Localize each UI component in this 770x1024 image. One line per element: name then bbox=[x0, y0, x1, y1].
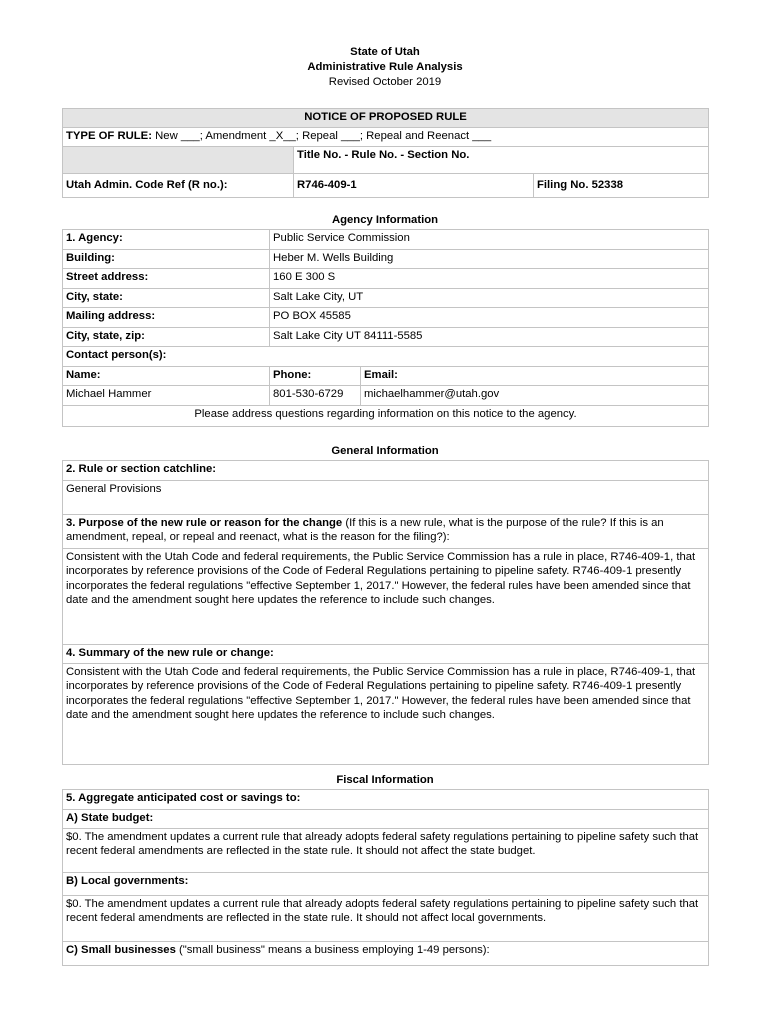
local-gov-value: $0. The amendment updates a current rule that already adopts federal safety regulations pertaining to pipeline safety such that recent federal amendments are reflected in the state rule. It should not affect local governments. bbox=[63, 896, 709, 942]
building-label: Building: bbox=[63, 249, 270, 269]
city-zip-value: Salt Lake City UT 84111-5585 bbox=[270, 327, 709, 347]
building-value: Heber M. Wells Building bbox=[270, 249, 709, 269]
contact-label: Contact person(s): bbox=[63, 347, 709, 367]
filing-number: Filing No. 52338 bbox=[534, 174, 709, 198]
fiscal-heading: Fiscal Information bbox=[336, 774, 434, 786]
agency-heading: Agency Information bbox=[331, 214, 439, 226]
phone-header: Phone: bbox=[270, 366, 361, 386]
general-table bbox=[62, 460, 709, 765]
catchline-value: General Provisions bbox=[63, 481, 709, 515]
code-ref-label: Utah Admin. Code Ref (R no.): bbox=[63, 174, 294, 198]
purpose-label: 3. Purpose of the new rule or reason for the change bbox=[66, 517, 343, 529]
summary-label: 4. Summary of the new rule or change: bbox=[63, 645, 709, 664]
mailing-label: Mailing address: bbox=[63, 308, 270, 328]
purpose-question bbox=[63, 515, 709, 549]
summary-value: Consistent with the Utah Code and federal requirements, the Public Service Commission has a rule in place, R746-409-1, that incorporates by reference provisions of the Code of Federal Regulations pertaining to pipeline safety. R746-409-1 presently incorporates the federal regulations "effective September 1, 2017." However, the federal rules have been amended since that date and the amendment sought here updates the reference to include such changes. bbox=[63, 664, 709, 765]
catchline-label: 2. Rule or section catchline: bbox=[63, 461, 709, 481]
header-revised: Revised October 2019 bbox=[328, 76, 442, 88]
agency-note: Please address questions regarding information on this notice to the agency. bbox=[63, 405, 709, 426]
name-header: Name: bbox=[63, 366, 270, 386]
notice-table bbox=[62, 108, 709, 198]
contact-phone: 801-530-6729 bbox=[270, 386, 361, 406]
notice-title: NOTICE OF PROPOSED RULE bbox=[63, 109, 709, 128]
city-zip-label: City, state, zip: bbox=[63, 327, 270, 347]
rule-type-options: New ___; Amendment _X__; Repeal ___; Repeal and Reenact ___ bbox=[155, 130, 492, 142]
purpose-value: Consistent with the Utah Code and federal requirements, the Public Service Commission has a rule in place, R746-409-1, that incorporates by reference provisions of the Code of Federal Regulations pertaining to pipeline safety. R746-409-1 presently incorporates the federal regulations "effective September 1, 2017." However, the federal rules have been amended since that date and the amendment sought here updates the reference to include such changes. bbox=[63, 549, 709, 645]
city-state-label: City, state: bbox=[63, 288, 270, 308]
small-business-question bbox=[63, 942, 709, 966]
contact-email: michaelhammer@utah.gov bbox=[361, 386, 709, 406]
street-value: 160 E 300 S bbox=[270, 269, 709, 289]
email-header: Email: bbox=[361, 366, 709, 386]
aggregate-label: 5. Aggregate anticipated cost or savings to: bbox=[63, 790, 709, 810]
rule-type-row bbox=[63, 128, 709, 147]
contact-name: Michael Hammer bbox=[63, 386, 270, 406]
header-title: Administrative Rule Analysis bbox=[307, 61, 463, 73]
shaded-cell bbox=[63, 147, 294, 174]
small-business-hint: ("small business" means a business employing 1-49 persons): bbox=[175, 944, 490, 956]
title-no-label: Title No. - Rule No. - Section No. bbox=[294, 147, 709, 174]
general-heading: General Information bbox=[331, 445, 439, 457]
header-state: State of Utah bbox=[350, 46, 420, 58]
rule-type-label: TYPE OF RULE: bbox=[66, 130, 152, 142]
city-state-value: Salt Lake City, UT bbox=[270, 288, 709, 308]
fiscal-table bbox=[62, 789, 709, 966]
purpose-hint: (If this is a new rule, what is the purpose of the rule? If this is an amendment, repeal, or repeal and reenact, what is the reason for the filing?): bbox=[66, 517, 664, 544]
state-budget-label: A) State budget: bbox=[63, 810, 709, 829]
agency-label: 1. Agency: bbox=[63, 230, 270, 250]
local-gov-label: B) Local governments: bbox=[63, 873, 709, 896]
state-budget-value: $0. The amendment updates a current rule that already adopts federal safety regulations pertaining to pipeline safety such that recent federal amendments are reflected in the state rule. It should not affect the state budget. bbox=[63, 829, 709, 873]
agency-table bbox=[62, 229, 709, 427]
small-business-label: C) Small businesses bbox=[66, 944, 176, 956]
document-header bbox=[0, 45, 770, 90]
code-ref-value: R746-409-1 bbox=[294, 174, 534, 198]
street-label: Street address: bbox=[63, 269, 270, 289]
mailing-value: PO BOX 45585 bbox=[270, 308, 709, 328]
agency-value: Public Service Commission bbox=[270, 230, 709, 250]
